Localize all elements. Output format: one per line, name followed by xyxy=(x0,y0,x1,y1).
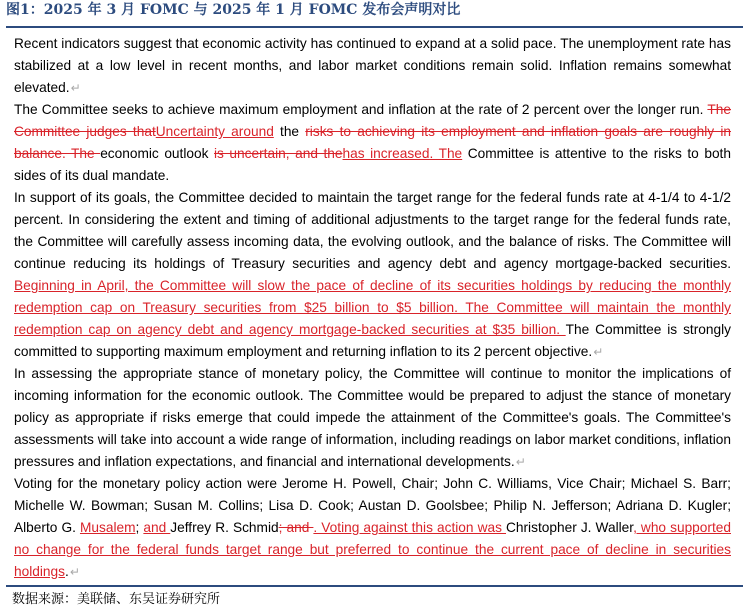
inserted-text: Beginning in April, the Committee will slow the pace of decline of its securities holdings by reducing the monthly redemption cap on Treasury securities from $25 billion to $5 billion. The Committee will maintain the monthly redemption cap on agency debt and agency mortgage-backed securities at $35 billion. xyxy=(14,278,731,337)
paragraph-mark-icon: ↵ xyxy=(593,345,604,359)
unchanged-text: Christopher J. Waller xyxy=(506,520,634,535)
unchanged-text: the xyxy=(273,124,306,139)
inserted-text: , who supported no change for the federal funds target range but preferred to continue the current pace of decline in securities holdings xyxy=(14,520,731,579)
figure-title: 图1：2025 年 3 月 FOMC 与 2025 年 1 月 FOMC 发布会声明对比 xyxy=(6,2,461,18)
unchanged-text: Committee is attentive to the risks to both sides of its dual mandate. xyxy=(14,146,731,183)
inserted-text: and xyxy=(143,520,171,535)
source-note: 数据来源：美联储、东吴证券研究所 xyxy=(12,592,221,607)
unchanged-text: ; xyxy=(135,520,144,535)
paragraph-policy-stance xyxy=(14,363,731,473)
top-divider xyxy=(6,26,743,28)
unchanged-text: Voting for the monetary policy action were Jerome H. Powell, Chair; John C. Williams, Vice Chair; Michael S. Barr; Michelle W. Bowman; Susan M. Collins; Lisa D. Cook; Austan D. Goolsbee; Philip N. Jefferson; Adriana D. Kugler; Alberto G. xyxy=(14,476,731,535)
inserted-text: . Voting against this action was xyxy=(313,520,506,535)
paragraph-policy-decision xyxy=(14,187,731,363)
inserted-text: has increased. The xyxy=(342,146,463,161)
unchanged-text: economic outlook xyxy=(100,146,214,161)
paragraph-dual-mandate xyxy=(14,99,731,187)
paragraph-voting xyxy=(14,473,731,583)
statement-comparison xyxy=(14,33,731,583)
deleted-text: risks to achieving its employment and inflation goals are roughly in balance. The xyxy=(14,124,731,161)
unchanged-text: . xyxy=(65,564,69,579)
unchanged-text: In support of its goals, the Committee decided to maintain the target range for the federal funds rate at 4-1/4 to 4-1/2 percent. In considering the extent and timing of additional adjustments to the target range for the federal funds rate, the Committee will carefully assess incoming data, the evolving outlook, and the balance of risks. The Committee will continue reducing its holdings of Treasury securities and agency debt and agency mortgage-backed securities. xyxy=(14,190,731,271)
unchanged-text: In assessing the appropriate stance of monetary policy, the Committee will continue to monitor the implications of incoming information for the economic outlook. The Committee would be prepared to adjust the stance of monetary policy as appropriate if risks emerge that could impede the attainment of the Committee's goals. The Committee's assessments will take into account a wide range of information, including readings on labor market conditions, inflation pressures and inflation expectations, and financial and international developments. xyxy=(14,366,731,469)
paragraph-mark-icon: ↵ xyxy=(515,455,526,469)
inserted-text: Musalem xyxy=(79,520,136,535)
deleted-text: is uncertain, and the xyxy=(214,146,343,161)
inserted-text: Uncertainty around xyxy=(155,124,274,139)
unchanged-text: The Committee seeks to achieve maximum employment and inflation at the rate of 2 percent over the longer run. xyxy=(14,102,708,117)
deleted-text: The Committee judges that xyxy=(14,102,731,139)
bottom-divider xyxy=(6,585,743,587)
unchanged-text: The Committee is strongly committed to supporting maximum employment and returning inflation to its 2 percent objective. xyxy=(14,322,731,359)
deleted-text: ; and xyxy=(278,520,314,535)
paragraph-mark-icon: ↵ xyxy=(69,565,80,579)
unchanged-text: Recent indicators suggest that economic activity has continued to expand at a solid pace. The unemployment rate has stabilized at a low level in recent months, and labor market conditions remain solid. Inflation remains somewhat elevated. xyxy=(14,36,731,95)
paragraph-economic-activity xyxy=(14,33,731,99)
unchanged-text: Jeffrey R. Schmid xyxy=(170,520,279,535)
paragraph-mark-icon: ↵ xyxy=(70,81,81,95)
